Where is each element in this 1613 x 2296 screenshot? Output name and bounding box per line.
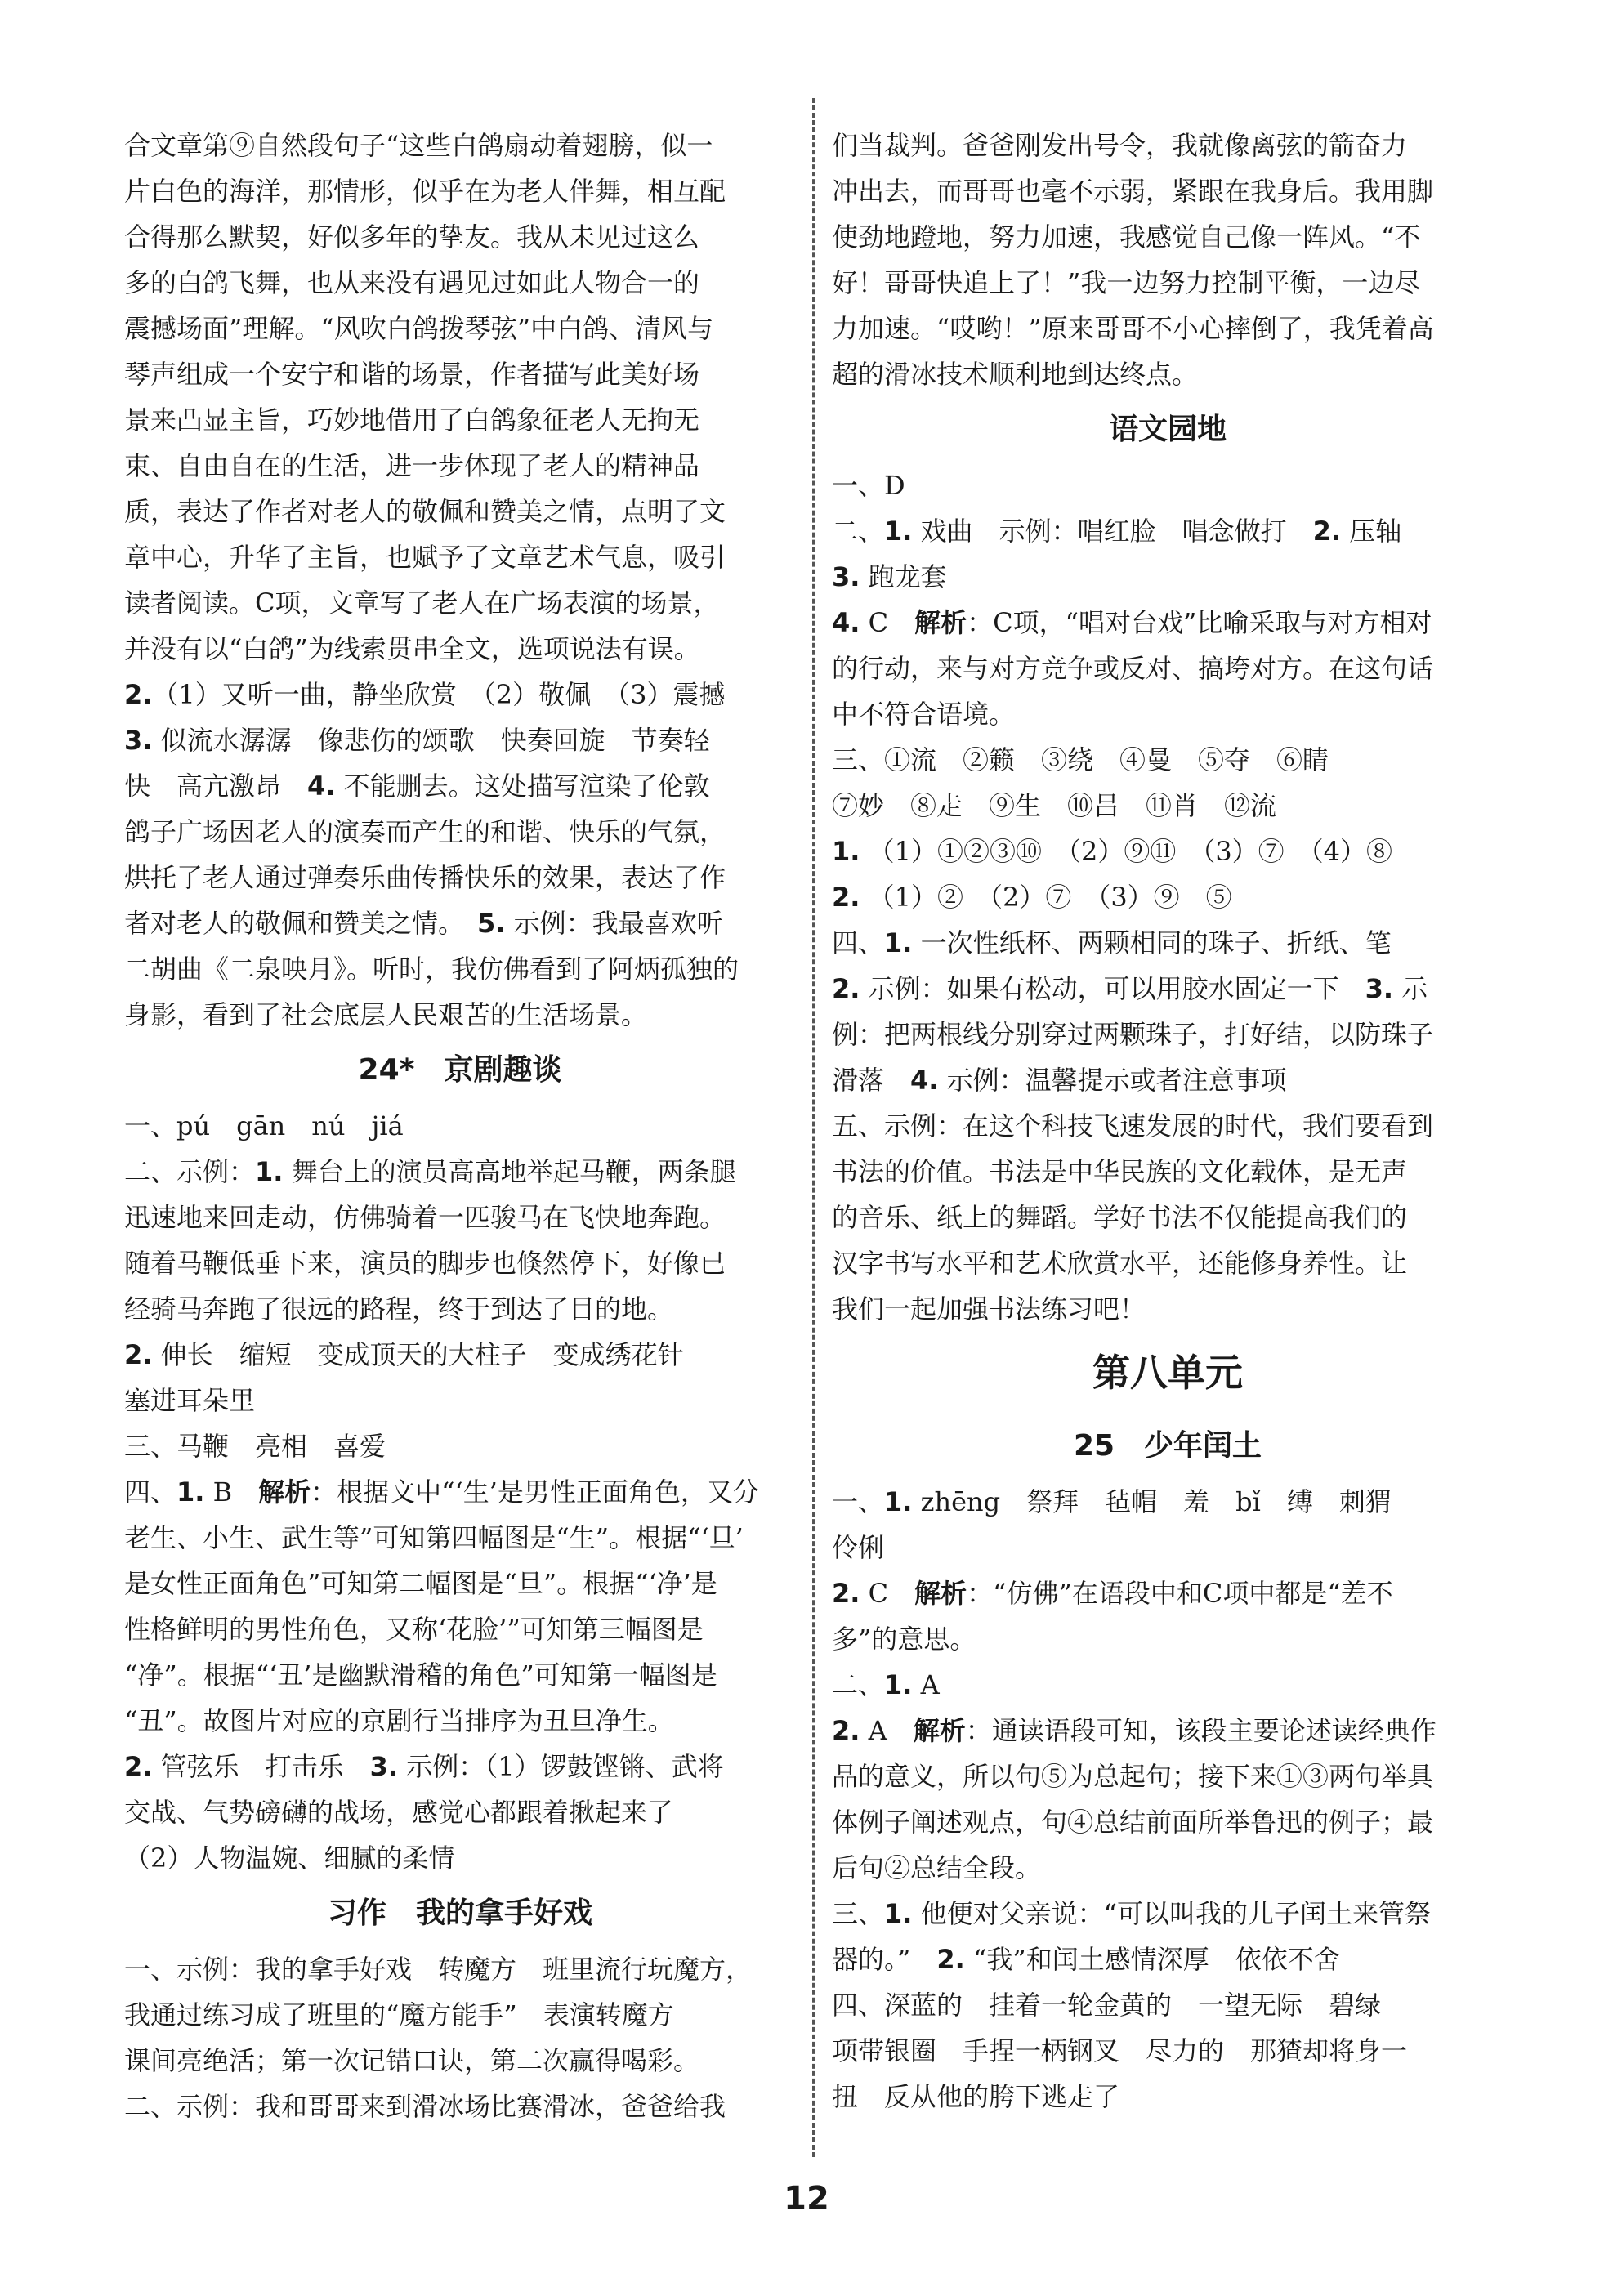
text-line: 束、自由自在的生活，进一步体现了老人的精神品 [124, 450, 700, 481]
answer-line: 四、1. B 解析：根据文中“‘生’是男性正面角色，又分 [124, 1476, 759, 1508]
answer-line: 伶俐 [832, 1532, 885, 1563]
text-line: 扭 反从他的胯下逃走了 [832, 2081, 1120, 2112]
column-divider [812, 98, 815, 2157]
text-line: 二胡曲《二泉映月》。听时，我仿佛看到了阿炳孤独的 [124, 954, 739, 985]
text-line: 合得那么默契，好似多年的挚友。我从未见过这么 [124, 221, 700, 252]
text-line: 迅速地来回走动，仿佛骑着一匹骏马在飞快地奔跑。 [124, 1202, 726, 1233]
text-line: “净”。根据“‘丑’是幽默滑稽的角色”可知第一幅图是 [124, 1659, 717, 1691]
text-line: 质，表达了作者对老人的敬佩和赞美之情，点明了文 [124, 496, 726, 527]
answer-paragraph [832, 737, 1504, 829]
text-line: 的音乐、纸上的舞蹈。学好书法不仅能提高我们的 [832, 1202, 1408, 1233]
text-line: 们当裁判。爸爸刚发出号令，我就像离弦的箭奋力 [832, 130, 1408, 161]
text-line: ⑦妙 ⑧走 ⑨生 ⑩吕 ⑪肖 ⑫流 [832, 790, 1277, 821]
text-line: （2）人物温婉、细腻的柔情 [124, 1843, 455, 1874]
answer-line: 4. C 解析：C项，“唱对台戏”比喻采取与对方相对 [832, 607, 1432, 638]
answer-line: 三、1. 他便对父亲说：“可以叫我的儿子闰土来管祭 [832, 1898, 1431, 1929]
text-line: 多的白鸽飞舞，也从来没有遇见过如此人物合一的 [124, 267, 700, 298]
text-line: 力加速。“哎哟！”原来哥哥不小心摔倒了，我凭着高 [832, 313, 1434, 344]
text-line: 读者阅读。C项，文章写了老人在广场表演的场景， [124, 587, 720, 619]
answer-paragraph [124, 1515, 796, 1744]
text-line: 合文章第⑨自然段句子“这些白鸽扇动着翅膀，似一 [124, 130, 713, 161]
text-line: 书法的价值。书法是中华民族的文化载体，是无声 [832, 1156, 1408, 1187]
answer-paragraph [832, 1982, 1504, 2120]
answer-line: 二、示例：1. 舞台上的演员高高地举起马鞭，两条腿 [124, 1156, 736, 1187]
answer-line: 2. C 解析：“仿佛”在语段中和C项中都是“差不 [832, 1578, 1393, 1609]
text-line: 随着马鞭低垂下来，演员的脚步也倏然停下，好像已 [124, 1248, 726, 1279]
text-line: 景来凸显主旨，巧妙地借用了白鸽象征老人无拘无 [124, 404, 700, 436]
text-line: 二、示例：我和哥哥来到滑冰场比赛滑冰，爸爸给我 [124, 2091, 726, 2122]
answer-line: 塞进耳朵里 [124, 1385, 256, 1416]
text-line: 例：把两根线分别穿过两颗珠子，打好结，以防珠子 [832, 1019, 1434, 1050]
answer-line: 3. 跑龙套 [832, 561, 947, 592]
answer-paragraph [124, 809, 796, 900]
text-line: 超的滑冰技术顺利地到达终点。 [832, 359, 1199, 390]
answer-line: 2. （1）② （2）⑦ （3）⑨ ⑤ [832, 882, 1232, 913]
text-line: 三、①流 ②籁 ③绕 ④曼 ⑤夺 ⑥睛 [832, 744, 1329, 775]
answer-line: 器的。” 2. “我”和闰土感情深厚 依依不舍 [832, 1944, 1340, 1975]
text-line: 体例子阐述观点，句④总结前面所举鲁迅的例子；最 [832, 1807, 1434, 1838]
answer-paragraph [832, 123, 1504, 397]
answer-line: 3. 似流水潺潺 像悲伤的颂歌 快奏回旋 节奏轻 [124, 725, 710, 756]
text-line: 中不符合语境。 [832, 699, 1016, 730]
text-line: 后句②总结全段。 [832, 1852, 1042, 1883]
answer-line: 1. （1）①②③⑩ （2）⑨⑪ （3）⑦ （4）⑧ [832, 836, 1393, 867]
text-line: 老生、小生、武生等”可知第四幅图是“生”。根据“‘旦’ [124, 1522, 744, 1553]
left-column [124, 123, 796, 2129]
section-title-ywyd: 语文园地 [1108, 413, 1227, 446]
text-line: 汉字书写水平和艺术欣赏水平，还能修身养性。让 [832, 1248, 1408, 1279]
text-line: 片白色的海洋，那情形，似乎在为老人伴舞，相互配 [124, 176, 726, 207]
text-line: 项带银圈 手捏一柄钢叉 尽力的 那猹却将身一 [832, 2035, 1408, 2066]
answer-line: 多”的意思。 [832, 1624, 976, 1655]
text-line: 我们一起加强书法练习吧！ [832, 1293, 1146, 1324]
text-line: 四、深蓝的 挂着一轮金黄的 一望无际 碧绿 [832, 1990, 1382, 2021]
text-line: 经骑马奔跑了很远的路程，终于到达了目的地。 [124, 1293, 674, 1324]
text-line: 鸽子广场因老人的演奏而产生的和谐、快乐的气氛， [124, 816, 726, 847]
answer-line: 二、1. 戏曲 示例：唱红脸 唱念做打 2. 压轴 [832, 516, 1402, 547]
text-line: 使劲地蹬地，努力加速，我感觉自己像一阵风。“不 [832, 221, 1421, 252]
answer-paragraph [124, 1195, 796, 1332]
text-line: “丑”。故图片对应的京剧行当排序为丑旦净生。 [124, 1705, 674, 1736]
answer-line: 快 高亢激昂 4. 不能删去。这处描写渲染了伦敦 [124, 771, 710, 802]
text-line: 交战、气势磅礴的战场，感觉心都跟着揪起来了 [124, 1797, 674, 1828]
answer-line: 一、pú gān nú jiá [124, 1110, 404, 1141]
answer-line: 三、马鞭 亮相 喜爱 [124, 1431, 386, 1462]
answer-line: 二、1. A [832, 1669, 940, 1700]
answer-line: 2. 伸长 缩短 变成顶天的大柱子 变成绣花针 [124, 1339, 684, 1370]
answer-paragraph [832, 1103, 1504, 1332]
answer-line: 2. 示例：如果有松动，可以用胶水固定一下 3. 示 [832, 973, 1428, 1004]
text-line: 品的意义，所以句⑤为总起句；接下来①③两句举具 [832, 1761, 1434, 1792]
section-title-composition: 习作 我的拿手好戏 [327, 1896, 592, 1930]
text-line: 的行动，来与对方竞争或反对、搞垮对方。在这句话 [832, 653, 1434, 684]
answer-paragraph [832, 1012, 1504, 1057]
text-line: 震撼场面”理解。“风吹白鸽拨琴弦”中白鸽、清风与 [124, 313, 714, 344]
text-line: 我通过练习成了班里的“魔方能手” 表演转魔方 [124, 1999, 674, 2030]
answer-line: 2.（1）又听一曲，静坐欣赏 （2）敬佩 （3）震撼 [124, 679, 726, 710]
answer-paragraph [124, 1789, 796, 1881]
answer-line: 2. 管弦乐 打击乐 3. 示例：（1）锣鼓铿锵、武将 [124, 1751, 724, 1782]
section-title-25: 25 少年闰土 [1073, 1429, 1262, 1463]
section-title-24: 24* 京剧趣谈 [358, 1053, 562, 1087]
text-line: 烘托了老人通过弹奏乐曲传播快乐的效果，表达了作 [124, 862, 726, 893]
answer-line: 2. A 解析：通读语段可知，该段主要论述读经典作 [832, 1715, 1437, 1746]
answer-line: 一、D [832, 470, 905, 501]
text-line: 好！哥哥快追上了！”我一边努力控制平衡，一边尽 [832, 267, 1421, 298]
answer-paragraph [832, 1753, 1504, 1891]
text-line: 身影，看到了社会底层人民艰苦的生活场景。 [124, 999, 648, 1030]
text-line: 一、示例：我的拿手好戏 转魔方 班里流行玩魔方， [124, 1954, 753, 1985]
text-line: 琴声组成一个安宁和谐的场景，作者描写此美好场 [124, 359, 700, 390]
answer-line: 一、1. zhēng 祭拜 毡帽 羞 bǐ 缚 刺猬 [832, 1486, 1392, 1517]
answer-paragraph [124, 946, 796, 1038]
page-number: 12 [784, 2180, 829, 2218]
text-line: 性格鲜明的男性角色，又称‘花脸’”可知第三幅图是 [124, 1614, 704, 1645]
text-line: 课间亮绝活；第一次记错口诀，第二次赢得喝彩。 [124, 2045, 700, 2076]
answer-paragraph [832, 645, 1504, 737]
text-line: 是女性正面角色”可知第二幅图是“旦”。根据“‘净’是 [124, 1568, 717, 1599]
left-intro-paragraph [124, 123, 796, 672]
text-line: 冲出去，而哥哥也毫不示弱，紧跟在我身后。我用脚 [832, 176, 1434, 207]
answer-line: 滑落 4. 示例：温馨提示或者注意事项 [832, 1065, 1287, 1096]
text-line: 五、示例：在这个科技飞速发展的时代，我们要看到 [832, 1110, 1434, 1141]
right-column [832, 123, 1504, 2120]
answer-line: 四、1. 一次性纸杯、两颗相同的珠子、折纸、笔 [832, 927, 1392, 958]
answer-line: 者对老人的敬佩和赞美之情。 5. 示例：我最喜欢听 [124, 908, 723, 939]
text-line: 并没有以“白鸽”为线索贯串全文，选项说法有误。 [124, 633, 700, 664]
unit-title: 第八单元 [1092, 1351, 1243, 1395]
answer-paragraph [124, 1946, 796, 2129]
text-line: 章中心，升华了主旨，也赋予了文章艺术气息，吸引 [124, 542, 726, 573]
